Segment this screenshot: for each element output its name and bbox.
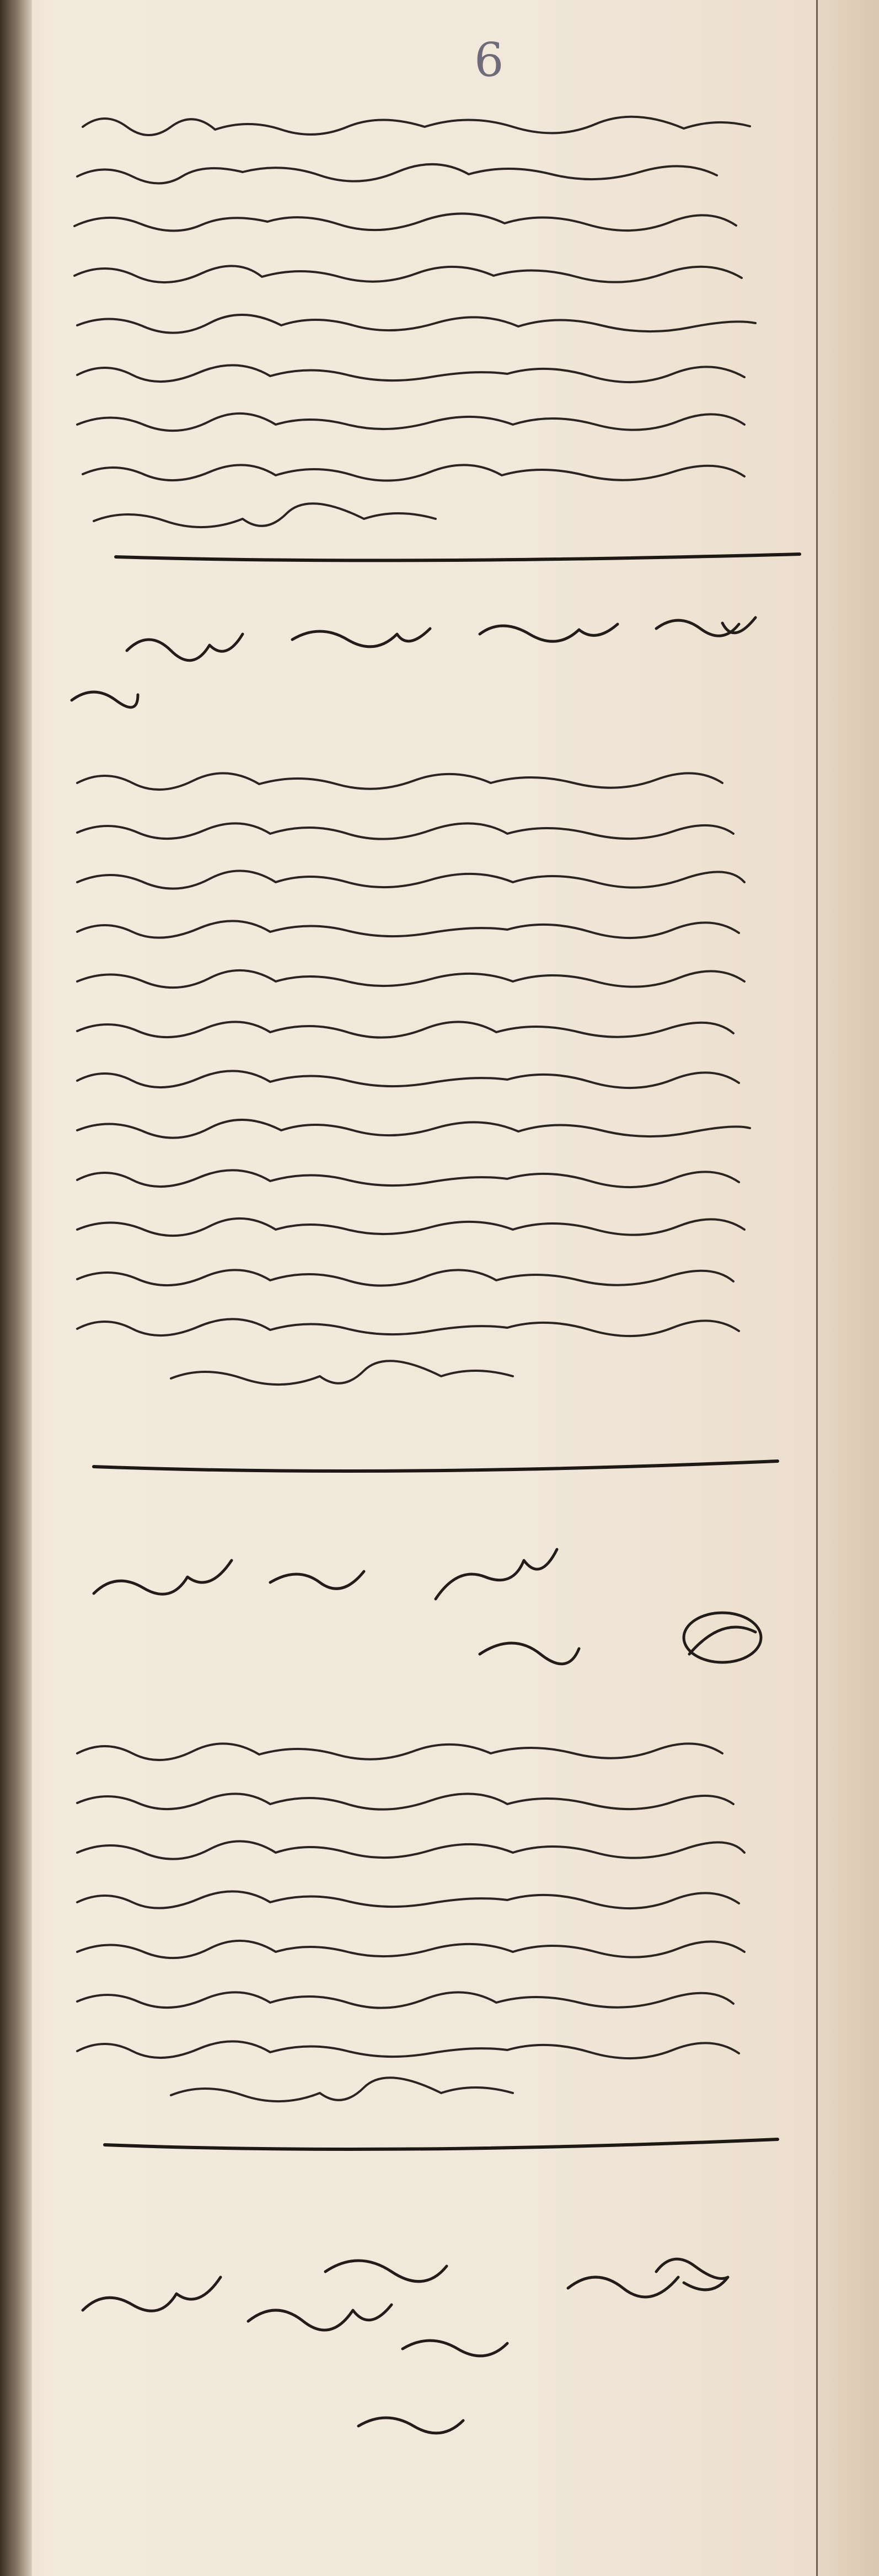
binding-edge <box>0 0 32 2576</box>
witness-signatures-3 <box>61 2239 811 2514</box>
entry-1-handwriting <box>61 94 811 590</box>
witness-signatures-2 <box>61 1533 811 1709</box>
entry-2-text <box>61 750 811 1533</box>
entry-3-handwriting <box>61 1715 811 2222</box>
entry-1-text <box>61 94 811 590</box>
entry-3-text <box>61 1715 811 2222</box>
entry-2-handwriting <box>61 750 811 1533</box>
entry-2-witnesses <box>61 1533 811 1709</box>
witness-signatures-1 <box>61 601 811 722</box>
entry-1-witnesses <box>61 601 811 722</box>
folio-number: 6 <box>474 33 504 87</box>
entry-3-witnesses <box>61 2239 811 2514</box>
adjacent-page-edge <box>816 0 879 2576</box>
